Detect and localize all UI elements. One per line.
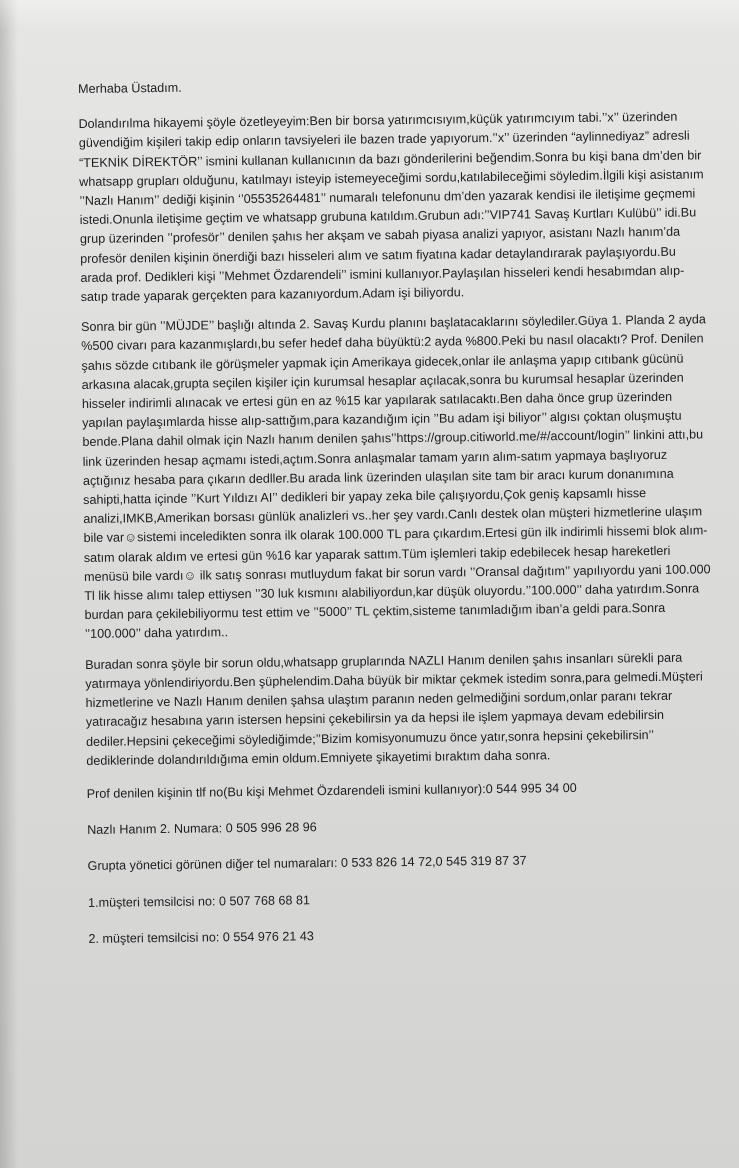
letter-body <box>78 72 717 966</box>
contact-line-nazli: Nazlı Hanım 2. Numara: 0 505 996 28 96 <box>87 820 317 838</box>
letter-paragraph-fraud-realization: Buradan sonra şöyle bir sorun oldu,whatsapp gruplarında NAZLI Hanım denilen şahıs insanları sürekli para yatırmaya yönlendiriyordu.Ben şüphelendim.Daha büyük bir miktar çekmek istedim sonra,para gelmedi.Müşteri hizmetlerine ve Nazlı Hanım denilen şahsa ulaştım paranın neden gelmediğini sordum,onlar paranı tekrar yatıracağız hesabına yarın istersen hepsini çekebilirsin ya da hepsi ile işlem yapmaya devam edebilirsin dediler.Hepsini çekeceğimi söylediğimde;’’Bizim komisyonumuzu önce yatır,sonra hepsini çekebilirsin’’ dediklerinde dolandırıldığıma emin oldum.Emniyete şikayetimi bıraktım daha sonra. <box>85 650 703 768</box>
letter-greeting: Merhaba Üstadım. <box>78 80 182 96</box>
page-edge-shadow <box>0 0 18 1168</box>
letter-paragraph-story-intro: Dolandırılma hikayemi şöyle özetleyeyim:Ben bir borsa yatırımcısıyım,küçük yatırımcıyım tabi.’’x’’ üzerinden güvendiğim kişileri takip edip onların tavsiyeleri ile bazen trade yapıyorum.’’x’’ üzerinden “aylinnediyaz” adresli “TEKNİK DİREKTÖR’’ ismini kullanan kullanıcının da bazı gönderilerini beğendim.Sonra bu kişi bana dm’den bir whatsapp grupları olduğunu, katılmayı isteyip istemeyeceğimi sordu,katılabileceğimi söyledim.İlgili kişi asistanım ’’Nazlı Hanım’’ dediği kişinin ‘’05535264481’’ numaralı telefonunu dm’den yazarak kendisi ile iletişime geçmemi istedi.Onunla iletişime geçtim ve whatsapp grubuna katıldım.Grubun adı:’’VIP741 Savaş Kurtları Kulübü’’ idi.Bu grup üzerinden ’’profesör’’ denilen şahıs her akşam ve sabah piyasa analizi yapıyor, asistanı Nazlı hanım’da profesör denilen kişinin önerdiği bazı hisseleri alım ve satım fiyatına kadar detaylandırarak paylaşıyordu.Bu arada prof. Dedikleri kişi ’’Mehmet Özdarendeli’’ ismini kullanıyor.Paylaşılan hisseleri kendi hesabımdan alıp-satıp trade yaparak gerçekten para kazanıyordum.Adam işi biliyordu. <box>78 109 704 305</box>
contact-line-prof: Prof denilen kişinin tlf no(Bu kişi Mehmet Özdarendeli ismini kullanıyor):0 544 995 34 00 <box>86 780 577 801</box>
letter-paragraph-investment-plan: Sonra bir gün ’’MÜJDE’’ başlığı altında 2. Savaş Kurdu planını başlatacaklarını söylediler.Güya 1. Planda 2 ayda %500 civarı para kazanmışlardı,bu sefer hedef daha büyüktü:2 ayda %800.Peki bu nasıl olacaktı? Prof. Denilen şahıs sözde cıtıbank ile görüşmeler yapmak için Amerikaya gidecek,onlar ile anlaşma yapıp cıtıbank gücünü arkasına alacak,grupta seçilen kişiler için kurumsal hesaplar açılacak,sonra bu kurumsal hesaplar üzerinden hisseler indirimli alınacak ve ertesi gün en az %15 kar yapılarak satılacaktı.Ben daha önce grup üzerinden yapılan paylaşımlarda hisse alıp-sattığım,para kazandığım için ’’Bu adam işi biliyor’’ algısı çoktan oluşmuştu bende.Plana dahil olmak için Nazlı hanım denilen şahıs’’https://group.citiworld.me/#/account/login’’ linkini attı,bu link üzerinden hesap açmamı istedi,açtım.Sonra anlaşmalar tamam yarın alım-satım yapmaya başlıyoruz açtığınız hesaba para çıkarın dedller.Bu arada link üzerinden ulaşılan site tam bir aracı kurum donanımına sahipti,hatta içinde ’’Kurt Yıldızı AI’’ dedikleri bir yapay zeka bile çalışıyordu,Çok geniş kapsamlı hisse analizi,IMKB,Amerikan borsası günlük analizleri vs..her şey vardı.Canlı destek olan müşteri hizmetlerine ulaşım bile var☺sistemi inceledikten sonra ilk olarak 100.000 TL para çıkardım.Ertesi gün ilk indirimli hissemi blok alım-satım olarak aldım ve ertesi gün %16 kar yaparak sattım.Tüm işlemleri takip edebilecek hesap hareketleri menüsü bile vardı☺ ilk satış sonrası mutluydum fakat bir sorun vardı ’’Oransal dağıtım’’ yapılıyordu yani 100.000 Tl lik hisse alımı talep ettiysen ’’30 luk kısmını alabiliyordun,kar düşük oluyordu.’’100.000’’ daha yatırdım.Sonra burdan para çekilebiliyormu test ettim ve ’’5000’’ TL çektim,sisteme tanımladığım iban’a geldi para.Sonra ’’100.000’’ daha yatırdım.. <box>80 312 711 642</box>
contact-list <box>87 777 717 949</box>
contact-line-rep-2: 2. müşteri temsilcisi no: 0 554 976 21 43 <box>88 928 314 946</box>
contact-line-group-admins: Grupta yönetici görünen diğer tel numaraları: 0 533 826 14 72,0 545 319 87 37 <box>87 853 527 874</box>
contact-line-rep-1: 1.müşteri temsilcisi no: 0 507 768 68 81 <box>87 892 311 910</box>
page-top-highlight <box>0 0 739 30</box>
